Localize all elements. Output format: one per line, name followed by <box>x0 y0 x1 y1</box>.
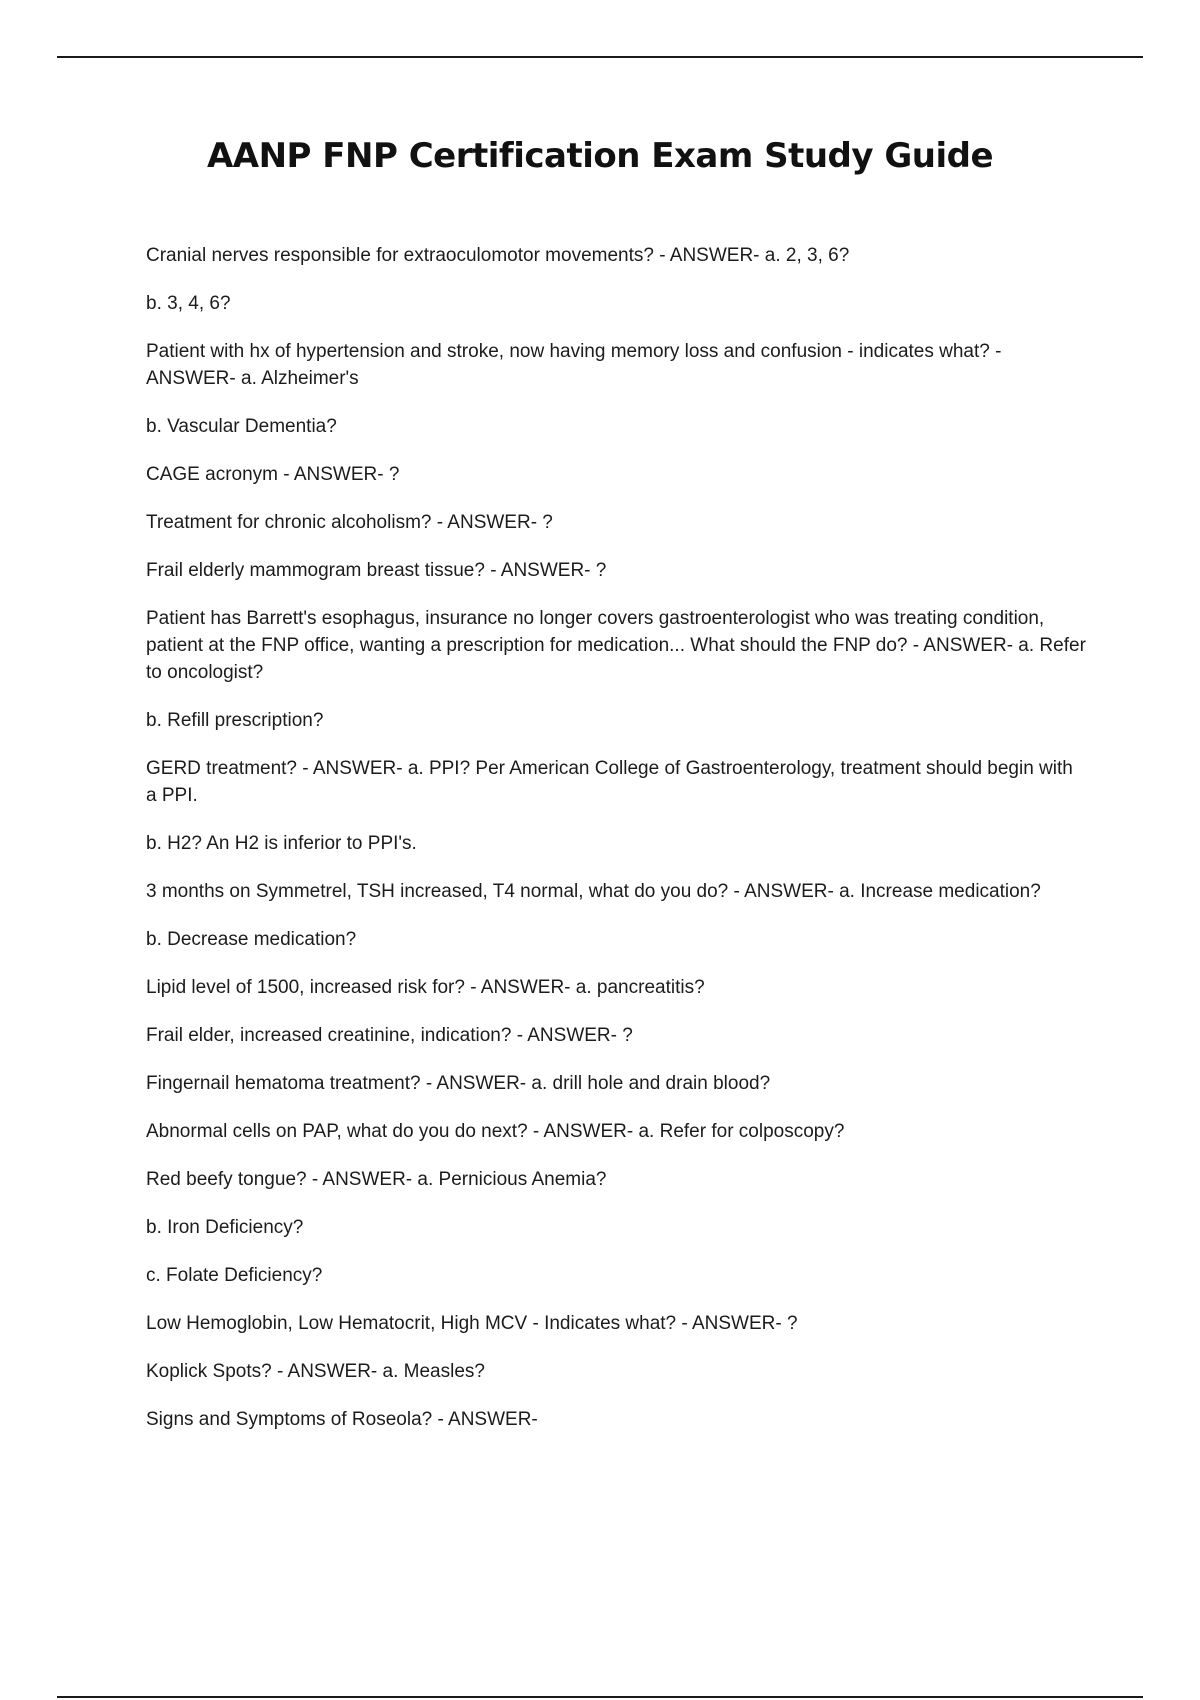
text-line: Low Hemoglobin, Low Hematocrit, High MCV - Indicates what? - ANSWER- ? <box>146 1313 798 1334</box>
text-line: b. 3, 4, 6? <box>146 293 231 314</box>
text-line: c. Folate Deficiency? <box>146 1265 323 1286</box>
text-line: b. H2? An H2 is inferior to PPI's. <box>146 833 417 854</box>
text-line: b. Iron Deficiency? <box>146 1217 304 1238</box>
text-line: Abnormal cells on PAP, what do you do next? - ANSWER- a. Refer for colposcopy? <box>146 1121 845 1142</box>
top-rule <box>57 56 1143 58</box>
text-line: b. Decrease medication? <box>146 929 357 950</box>
text-line: Koplick Spots? - ANSWER- a. Measles? <box>146 1361 485 1382</box>
text-line: b. Vascular Dementia? <box>146 416 337 437</box>
document-title: AANP FNP Certification Exam Study Guide <box>206 136 994 176</box>
text-line: Treatment for chronic alcoholism? - ANSWER- ? <box>146 512 553 533</box>
text-line: Red beefy tongue? - ANSWER- a. Pernicious Anemia? <box>146 1169 607 1190</box>
text-line: Patient with hx of hypertension and stroke, now having memory loss and confusion - indicates what? - ANSWER- a. Alzheimer's <box>146 341 1002 389</box>
text-line: Cranial nerves responsible for extraoculomotor movements? - ANSWER- a. 2, 3, 6? <box>146 245 850 266</box>
text-line: Frail elderly mammogram breast tissue? - ANSWER- ? <box>146 560 607 581</box>
bottom-rule <box>57 1696 1143 1698</box>
text-line: Frail elder, increased creatinine, indication? - ANSWER- ? <box>146 1025 633 1046</box>
text-line: Fingernail hematoma treatment? - ANSWER- a. drill hole and drain blood? <box>146 1073 771 1094</box>
text-line: CAGE acronym - ANSWER- ? <box>146 464 400 485</box>
text-line: Signs and Symptoms of Roseola? - ANSWER- <box>146 1409 538 1430</box>
text-line: Patient has Barrett's esophagus, insurance no longer covers gastroenterologist who was treating condition, patient at the FNP office, wanting a prescription for medication... What should the FNP do? - ANSWER- a. Refer to oncologist? <box>146 608 1086 683</box>
document-body <box>146 242 1086 1454</box>
text-line: Lipid level of 1500, increased risk for? - ANSWER- a. pancreatitis? <box>146 977 705 998</box>
text-line: GERD treatment? - ANSWER- a. PPI? Per American College of Gastroenterology, treatment should begin with a PPI. <box>146 758 1073 806</box>
text-line: b. Refill prescription? <box>146 710 324 731</box>
text-line: 3 months on Symmetrel, TSH increased, T4 normal, what do you do? - ANSWER- a. Increase medication? <box>146 881 1041 902</box>
